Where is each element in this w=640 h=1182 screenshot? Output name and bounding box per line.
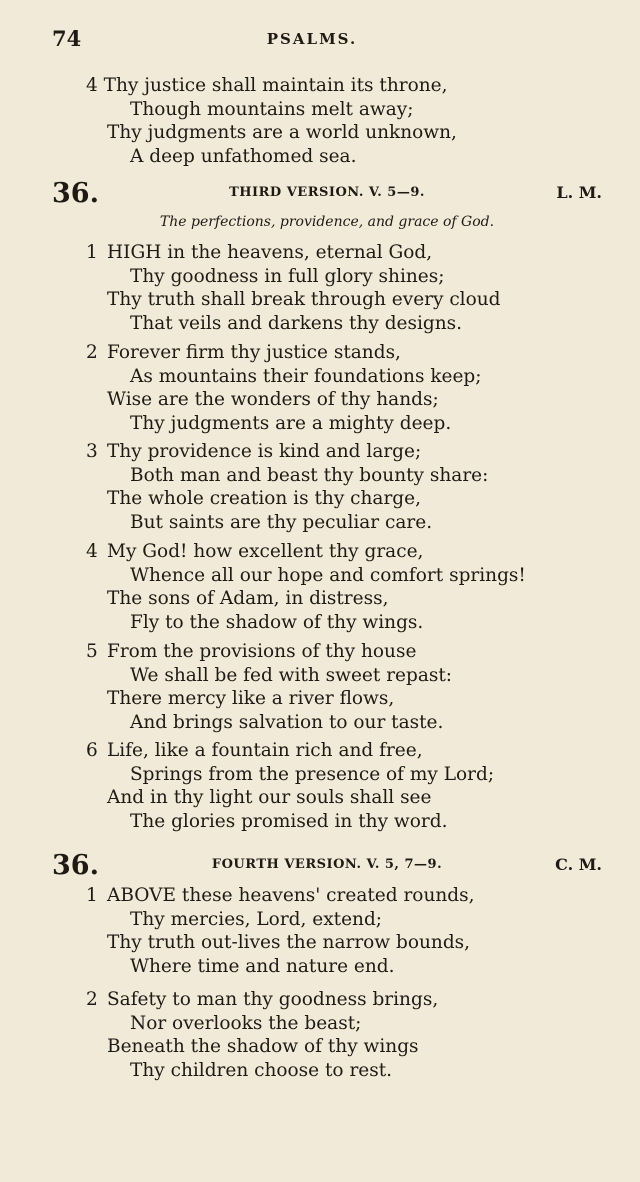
stanza-3	[86, 440, 488, 534]
stanza-1	[86, 884, 475, 978]
hymn-heading	[52, 178, 602, 208]
stanza-line: ABOVE these heavens' created rounds,	[107, 885, 475, 906]
stanza-line: The whole creation is thy charge,	[107, 488, 421, 509]
stanza-line: Thy children choose to rest.	[130, 1059, 393, 1081]
page-number: 74	[52, 26, 82, 51]
stanza-2	[86, 988, 438, 1082]
stanza-line: And brings salvation to our taste.	[130, 711, 444, 733]
hymn-heading	[52, 850, 602, 880]
stanza-line: That veils and darkens thy designs.	[130, 312, 463, 334]
version-label: FOURTH VERSION. V. 5, 7—9.	[211, 857, 443, 872]
stanza-line: And in thy light our souls shall see	[107, 787, 432, 808]
stanza-line: Thy truth out-lives the narrow bounds,	[107, 932, 471, 953]
stanza-line: Thy judgments are a world unknown,	[107, 122, 457, 143]
stanza-line: Life, like a fountain rich and free,	[107, 740, 423, 761]
stanza-number: 1	[86, 242, 98, 263]
stanza-1	[86, 241, 501, 335]
running-title: PSALMS.	[266, 30, 358, 48]
version-label: THIRD VERSION. V. 5—9.	[229, 185, 425, 200]
stanza-line: 4 Thy justice shall maintain its throne,	[86, 75, 448, 96]
stanza-number: 5	[86, 641, 98, 662]
stanza-line: A deep unfathomed sea.	[130, 145, 357, 167]
stanza-line: Both man and beast thy bounty share:	[130, 464, 489, 486]
stanza-line: Thy providence is kind and large;	[107, 441, 422, 462]
meter-label: C. M.	[555, 855, 602, 874]
hymn-number: 36.	[52, 850, 99, 881]
stanza-line: The sons of Adam, in distress,	[107, 588, 389, 609]
stanza-line: Whence all our hope and comfort springs!	[130, 564, 526, 586]
meter-label: L. M.	[556, 183, 602, 202]
stanza-line: Where time and nature end.	[130, 955, 395, 977]
stanza-line: Nor overlooks the beast;	[130, 1012, 362, 1034]
stanza-5	[86, 640, 452, 734]
stanza-4	[86, 540, 526, 634]
stanza-line: My God! how excellent thy grace,	[107, 541, 424, 562]
stanza-line: Wise are the wonders of thy hands;	[107, 389, 439, 410]
stanza-line: Safety to man thy goodness brings,	[107, 989, 439, 1010]
hymn-subtitle: The perfections, providence, and grace of God.	[159, 214, 495, 230]
stanza-line: Springs from the presence of my Lord;	[130, 763, 495, 785]
stanza-number: 2	[86, 342, 98, 363]
stanza-line: HIGH in the heavens, eternal God,	[107, 242, 433, 263]
stanza-line: Thy truth shall break through every cloud	[107, 289, 501, 310]
stanza-line: Beneath the shadow of thy wings	[107, 1036, 419, 1057]
stanza-line: The glories promised in thy word.	[130, 810, 448, 832]
stanza-6	[86, 739, 494, 833]
stanza-number: 3	[86, 441, 98, 462]
stanza-number: 1	[86, 885, 98, 906]
stanza-line: We shall be fed with sweet repast:	[130, 664, 453, 686]
stanza-2	[86, 341, 482, 435]
stanza-number: 6	[86, 740, 98, 761]
stanza-line: There mercy like a river flows,	[107, 688, 395, 709]
stanza-line: From the provisions of thy house	[107, 641, 417, 662]
page-header	[52, 26, 572, 54]
stanza-number: 4	[86, 541, 98, 562]
stanza-top	[86, 74, 457, 168]
stanza-line: As mountains their foundations keep;	[130, 365, 482, 387]
stanza-line: But saints are thy peculiar care.	[130, 511, 433, 533]
stanza-line: Thy goodness in full glory shines;	[130, 265, 445, 287]
stanza-line: Though mountains melt away;	[130, 98, 414, 120]
stanza-line: Thy judgments are a mighty deep.	[130, 412, 452, 434]
stanza-line: Fly to the shadow of thy wings.	[130, 611, 424, 633]
stanza-number: 2	[86, 989, 98, 1010]
stanza-line: Forever firm thy justice stands,	[107, 342, 401, 363]
hymn-number: 36.	[52, 178, 99, 209]
stanza-line: Thy mercies, Lord, extend;	[130, 908, 383, 930]
